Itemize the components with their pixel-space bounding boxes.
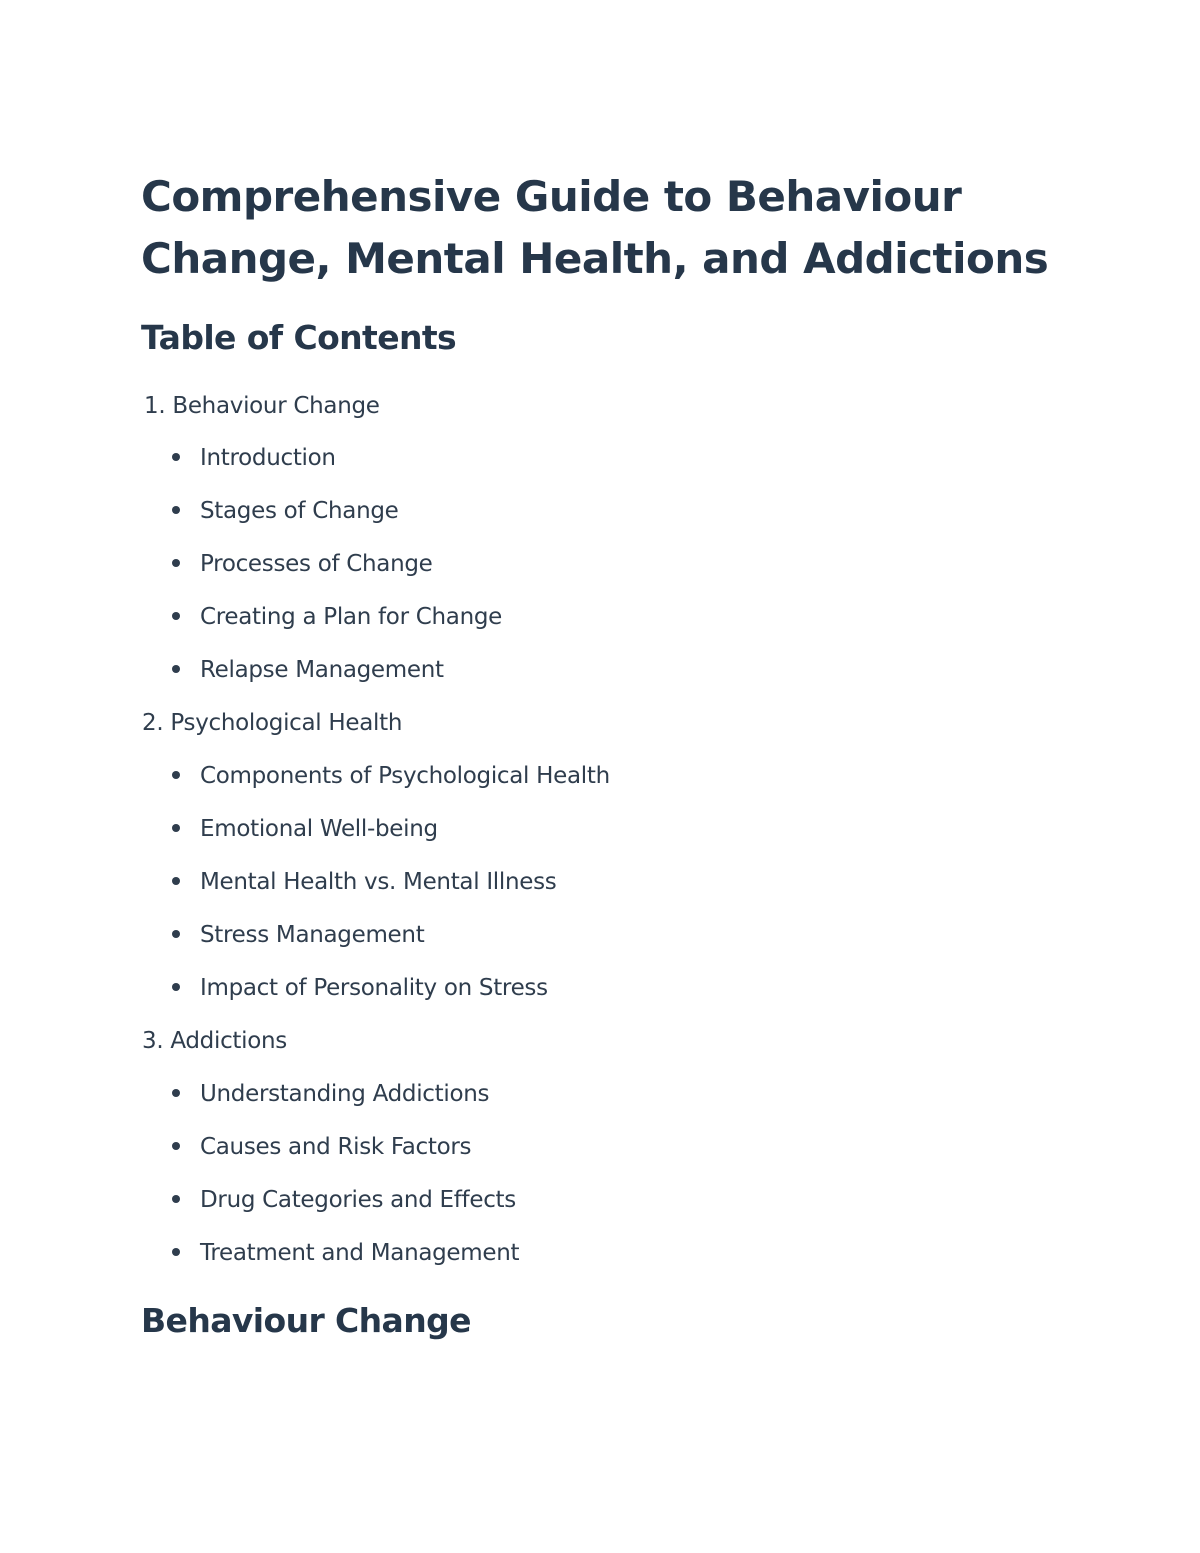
toc-item-label: Creating a Plan for Change (200, 604, 502, 630)
toc-item-label: Introduction (200, 445, 336, 471)
toc-item (172, 1185, 516, 1215)
document-title-line-2: Change, Mental Health, and Addictions (141, 234, 1049, 283)
toc-item-label: Impact of Personality on Stress (200, 975, 548, 1001)
bullet-icon (172, 665, 180, 673)
toc-item (172, 602, 502, 632)
toc-item-label: Emotional Well-being (200, 816, 438, 842)
bullet-icon (172, 824, 180, 832)
toc-item (172, 655, 444, 685)
document-title-line-1: Comprehensive Guide to Behaviour (141, 172, 962, 221)
bullet-icon (172, 1248, 180, 1256)
toc-item (172, 1079, 489, 1109)
toc-section-behaviour-change: 1. Behaviour Change (144, 393, 380, 419)
bullet-icon (172, 612, 180, 620)
toc-item (172, 1132, 471, 1162)
toc-item (172, 920, 424, 950)
bullet-icon (172, 930, 180, 938)
toc-section-addictions: 3. Addictions (142, 1028, 287, 1054)
toc-section-psychological-health: 2. Psychological Health (142, 710, 403, 736)
toc-item-label: Relapse Management (200, 657, 444, 683)
toc-item-label: Stages of Change (200, 498, 399, 524)
document-title (141, 166, 1061, 290)
toc-item-label: Causes and Risk Factors (200, 1134, 472, 1160)
toc-item-label: Drug Categories and Effects (200, 1187, 516, 1213)
toc-item (172, 867, 556, 897)
toc-item-label: Treatment and Management (200, 1240, 520, 1266)
bullet-icon (172, 506, 180, 514)
toc-item (172, 761, 610, 791)
bullet-icon (172, 877, 180, 885)
toc-item (172, 443, 336, 473)
toc-item (172, 549, 433, 579)
bullet-icon (172, 453, 180, 461)
bullet-icon (172, 1089, 180, 1097)
toc-heading: Table of Contents (141, 318, 457, 357)
bullet-icon (172, 983, 180, 991)
toc-item-label: Mental Health vs. Mental Illness (200, 869, 557, 895)
toc-item (172, 1238, 519, 1268)
bullet-icon (172, 559, 180, 567)
toc-item-label: Stress Management (200, 922, 425, 948)
toc-item-label: Processes of Change (200, 551, 433, 577)
toc-item-label: Components of Psychological Health (200, 763, 610, 789)
bullet-icon (172, 771, 180, 779)
toc-item-label: Understanding Addictions (200, 1081, 490, 1107)
section-heading-behaviour-change: Behaviour Change (141, 1301, 471, 1340)
toc-item (172, 814, 438, 844)
toc-item (172, 973, 548, 1003)
bullet-icon (172, 1195, 180, 1203)
bullet-icon (172, 1142, 180, 1150)
toc-item (172, 496, 399, 526)
